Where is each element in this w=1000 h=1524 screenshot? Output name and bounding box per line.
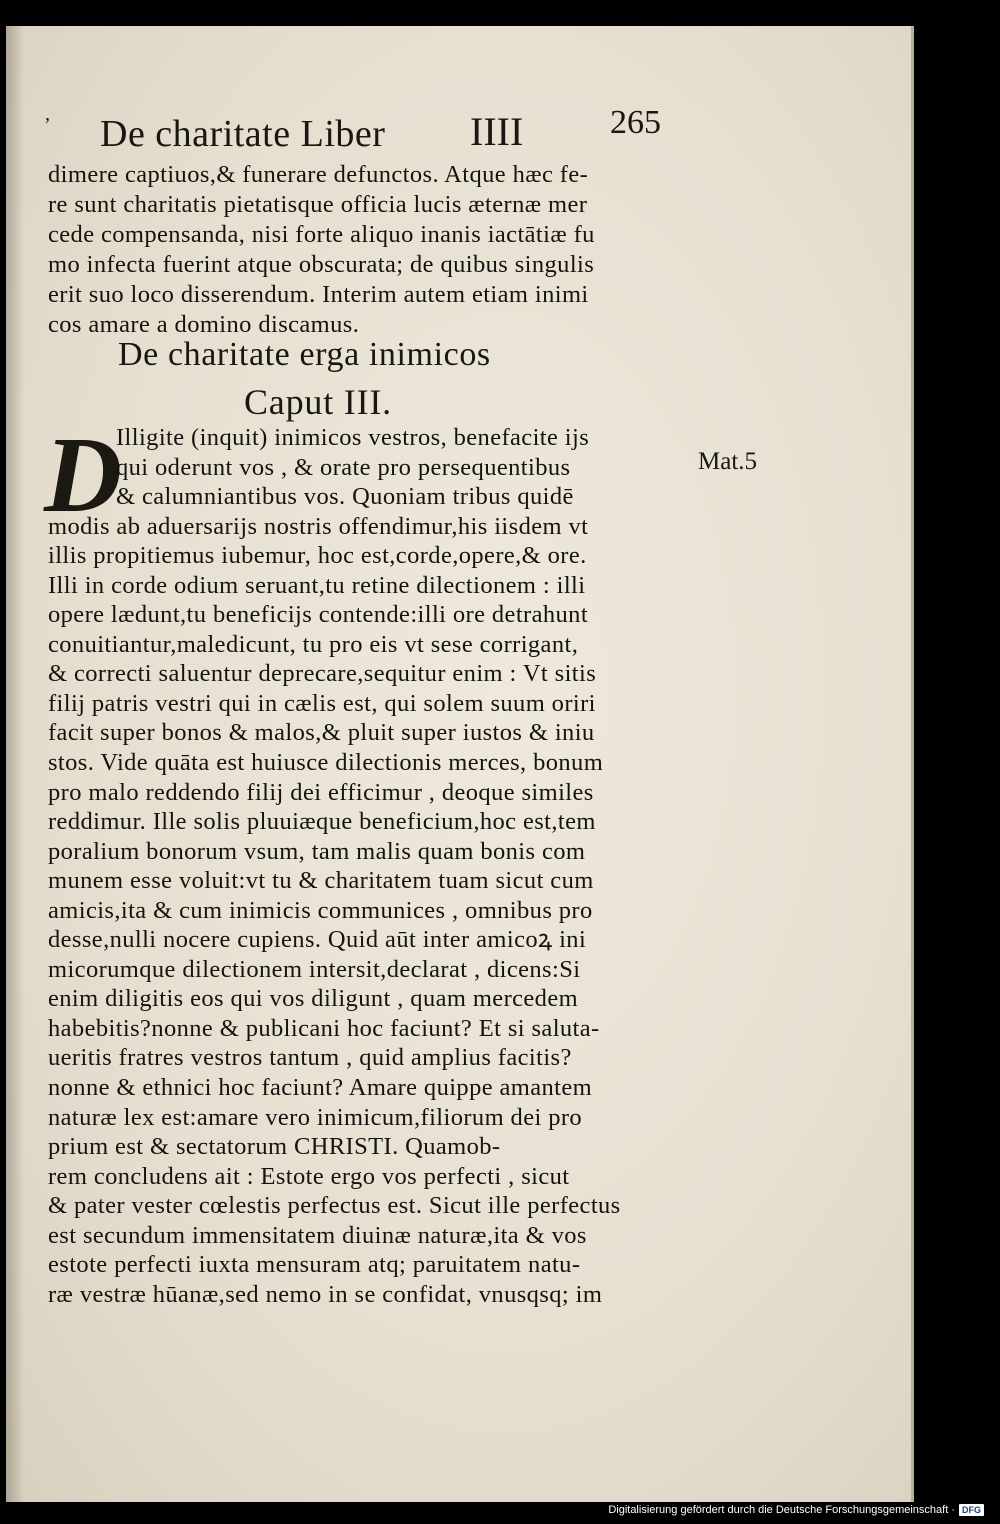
text-line: amicis,ita & cum inimicis communices , omnibus pro xyxy=(48,896,593,924)
chapter-number: Caput III. xyxy=(244,382,392,422)
text-line: cos amare a domino discamus. xyxy=(48,311,360,338)
text-line: conuitiantur,maledicunt, tu pro eis vt sese corrigant, xyxy=(48,630,579,658)
text-line: pro malo reddendo filij dei efficimur , deoque similes xyxy=(48,778,594,806)
text-line: micorumque dilectionem intersit,declarat , dicens:Si xyxy=(48,955,581,983)
marginal-note: Mat.5 xyxy=(698,448,758,475)
digitization-credit xyxy=(608,1502,984,1518)
text-line: prium est & sectatorum CHRISTI. Quamob- xyxy=(48,1133,501,1161)
text-line: re sunt charitatis pietatisque officia lucis æternæ mer xyxy=(48,191,588,218)
text-line: & calumniantibus vos. Quoniam tribus quidē xyxy=(116,483,574,511)
running-header xyxy=(44,94,690,155)
page-number: 265 xyxy=(610,104,661,141)
text-line: ræ vestræ hūanæ,sed nemo in se confidat, vnusqsq; im xyxy=(48,1280,603,1308)
text-line: poralium bonorum vsum, tam malis quam bonis com xyxy=(48,837,586,865)
text-line: Illigite (inquit) inimicos vestros, benefacite ijs xyxy=(116,424,590,451)
paragraph-1 xyxy=(48,160,698,340)
text-line: & pater vester cœlestis perfectus est. Sicut ille perfectus xyxy=(48,1192,621,1220)
text-line: rem concludens ait : Estote ergo vos perfecti , sicut xyxy=(48,1162,570,1190)
text-line: desse,nulli nocere cupiens. Quid aūt inter amicoꝝ ini xyxy=(48,926,587,954)
running-title: De charitate Liber xyxy=(100,113,386,155)
text-line: naturæ lex est:amare vero inimicum,filiorum dei pro xyxy=(48,1103,583,1131)
text-line: reddimur. Ille solis pluuiæque beneficium,hoc est,tem xyxy=(48,808,596,836)
text-line: estote perfecti iuxta mensuram atq; paruitatem natu- xyxy=(48,1251,581,1279)
text-line: enim diligitis eos qui vos diligunt , quam mercedem xyxy=(48,985,579,1013)
text-line: modis ab aduersarijs nostris offendimur,his iisdem vt xyxy=(48,512,589,540)
chapter-title: De charitate erga inimicos xyxy=(118,336,491,373)
drop-cap-initial: D xyxy=(44,416,122,535)
text-line: nonne & ethnici hoc faciunt? Amare quippe amantem xyxy=(48,1074,593,1102)
text-line: erit suo loco disserendum. Interim autem etiam inimi xyxy=(48,281,589,308)
text-line: opere lædunt,tu beneficijs contende:illi ore detrahunt xyxy=(48,601,589,629)
book-number: IIII xyxy=(470,109,524,154)
text-line: dimere captiuos,& funerare defunctos. Atque hæc fe- xyxy=(48,161,589,188)
text-line: munem esse voluit:vt tu & charitatem tuam sicut cum xyxy=(48,867,594,895)
text-line: filij patris vestri qui in cælis est, qui solem suum oriri xyxy=(48,689,596,717)
text-line: mo infecta fuerint atque obscurata; de quibus singulis xyxy=(48,251,595,278)
credit-text: Digitalisierung gefördert durch die Deutsche Forschungsgemeinschaft · xyxy=(608,1504,955,1516)
text-line: est secundum immensitatem diuinæ naturæ,ita & vos xyxy=(48,1221,587,1249)
text-line: & correcti saluentur deprecare,sequitur enim : Vt sitis xyxy=(48,660,597,688)
text-line: facit super bonos & malos,& pluit super iustos & iniu xyxy=(48,719,595,747)
text-line: ueritis fratres vestros tantum , quid amplius facitis? xyxy=(48,1044,572,1072)
text-line: Illi in corde odium seruant,tu retine dilectionem : illi xyxy=(48,571,586,599)
text-line: habebitis?nonne & publicani hoc faciunt? Et si saluta- xyxy=(48,1014,600,1042)
text-line: cede compensanda, nisi forte aliquo inanis iactātiæ fu xyxy=(48,221,595,248)
text-line: illis propitiemus iubemur, hoc est,corde,opere,& ore. xyxy=(48,542,587,570)
paragraph-2 xyxy=(48,423,698,1309)
book-page xyxy=(6,26,914,1502)
page-gutter-shadow xyxy=(6,26,24,1502)
header-mark: ’ xyxy=(44,114,51,136)
text-line: qui oderunt vos , & orate pro persequentibus xyxy=(116,453,571,481)
dfg-logo-icon: DFG xyxy=(959,1504,984,1516)
text-line: stos. Vide quāta est huiusce dilectionis merces, bonum xyxy=(48,749,604,777)
